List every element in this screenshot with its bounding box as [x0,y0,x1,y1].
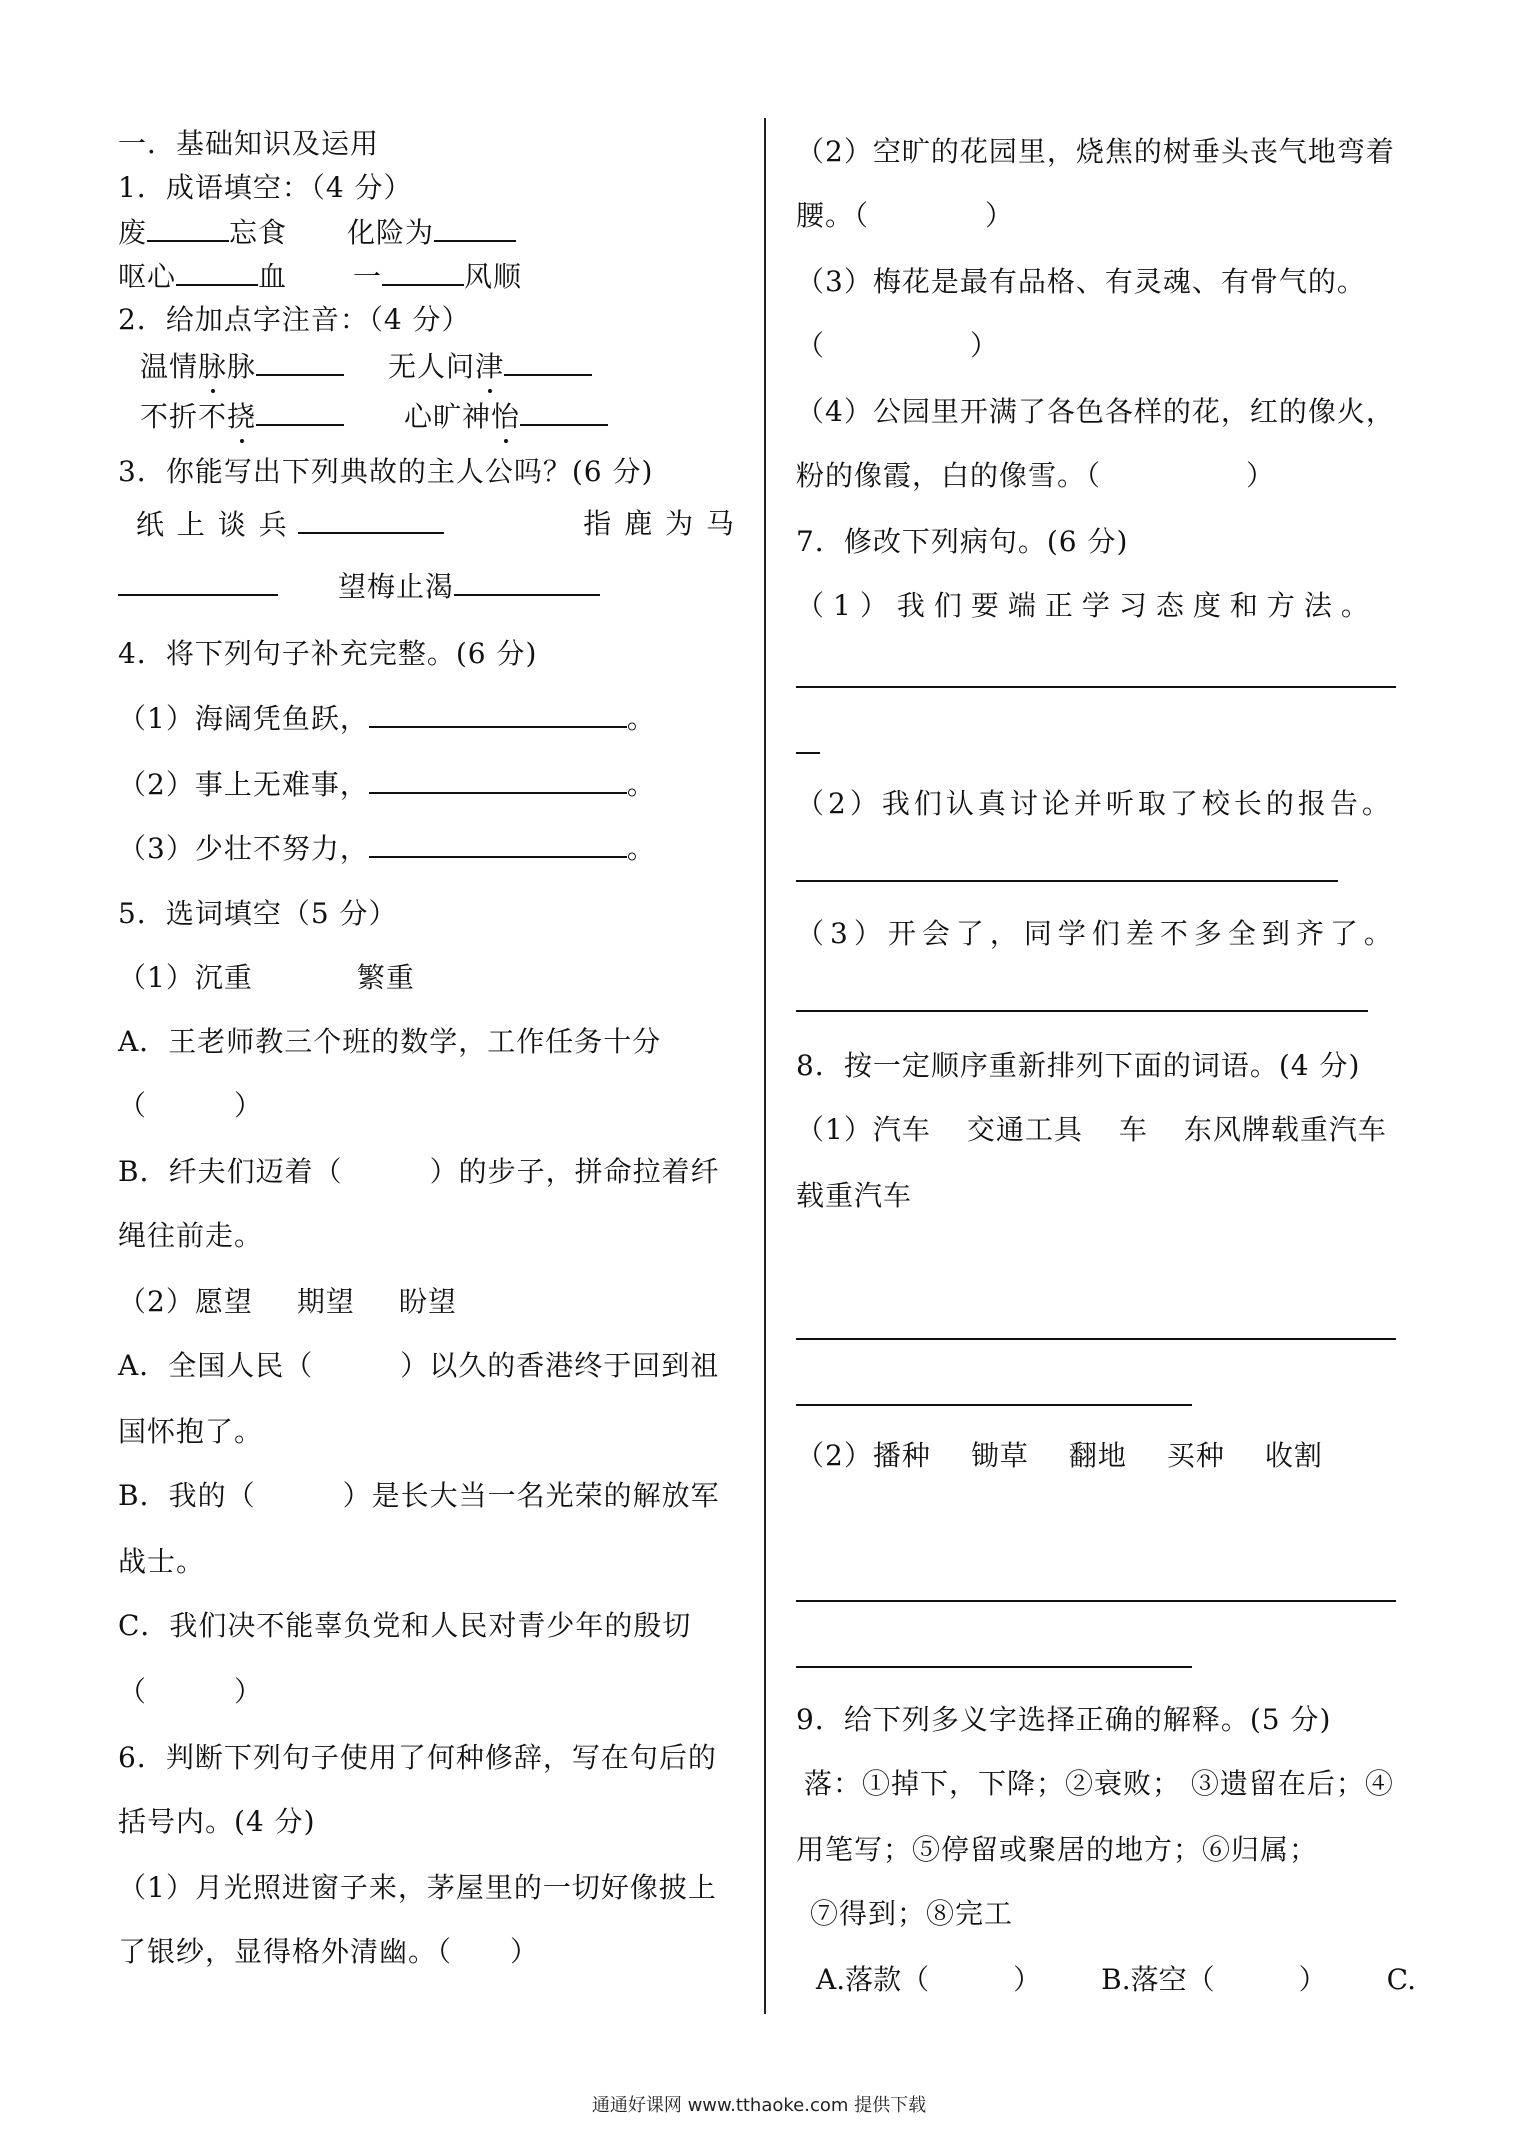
q2-b-dot-char: 津 [475,347,504,387]
q9-title: 9．给下列多义字选择正确的解释。(5 分) [796,1703,1332,1736]
q3-blank-2[interactable] [118,566,278,596]
q5-group-1-words [118,958,415,998]
q3-item-1: 纸 上 谈 兵 [136,508,289,541]
column-divider [764,118,766,2014]
q2-a-pre: 温情 [140,350,199,383]
q4-blank-2[interactable] [369,764,627,794]
q1-r2b-post: 风顺 [464,260,523,293]
q5-g2-word-2: 期望 [296,1285,355,1318]
q9-option-c: C. [1386,1963,1416,1996]
q8-answer-line-1[interactable] [796,1338,1396,1340]
q8-g1-word-3: 车 [1118,1113,1148,1146]
page-footer: 通通好课网 www.tthaoke.com 提供下载 [591,2095,927,2116]
q7-title: 7．修改下列病句。(6 分) [796,525,1129,558]
q7-answer-line-2[interactable] [796,880,1338,882]
q7-answer-line-1b [796,752,820,754]
q6-s3-line-2: （ ） [796,329,1000,362]
q2-c-pre: 不折不 [140,400,228,433]
q7-answer-line-3[interactable] [796,1010,1368,1012]
q8-answer-line-1b[interactable] [796,1404,1192,1406]
q1-r2a-post: 血 [258,260,288,293]
q1-r1a-post: 忘食 [229,216,288,249]
q7-answer-line-1[interactable] [796,686,1396,688]
q5-g2-word-1: （2）愿望 [118,1285,253,1318]
q4-s2-text: （2）事上无难事， [118,768,369,801]
section-title: 一．基础知识及运用 [118,127,380,160]
q4-s3 [118,828,656,869]
q9-option-a: A.落款（ ） [816,1963,1042,1996]
q4-s3-text: （3）少壮不努力， [118,832,369,865]
q8-answer-line-2[interactable] [796,1600,1396,1602]
q3-item-2: 指 鹿 为 马 [583,507,736,540]
q2-c-dot-char: 挠 [227,397,256,437]
q6-title-line-1: 6．判断下列句子使用了何种修辞，写在句后的 [118,1741,717,1774]
q8-answer-line-2b[interactable] [796,1666,1192,1668]
q2-b-pre: 无人问 [388,350,476,383]
q8-group-2-words [796,1436,1323,1476]
q1-r2a-pre: 呕心 [118,260,177,293]
q3-row-2 [118,566,600,607]
q8-g1-word-4: 东风牌载重汽车 [1183,1113,1387,1146]
q6-s4-line-2: 粉的像霞，白的像雪。（ ） [796,459,1276,492]
q1-r1b-pre: 化险为 [347,216,435,249]
q9-def-line-1: 落：①掉下，下降；②衰败； ③遗留在后；④ [804,1767,1394,1800]
q2-a-dot-char: 脉 [198,347,227,387]
q5-g2-word-3: 盼望 [398,1285,457,1318]
q5-a1-line-2: （ ） [118,1089,264,1122]
q7-s2: （2）我们认真讨论并听取了校长的报告。 [796,787,1394,820]
q6-s1-line-1: （1）月光照进窗子来，茅屋里的一切好像披上 [118,1871,717,1904]
q9-option-b: B.落空（ ） [1101,1963,1327,1996]
q1-blank-1[interactable] [147,212,229,242]
q6-title-line-2: 括号内。(4 分) [118,1805,316,1838]
q2-blank-2[interactable] [504,346,592,376]
q7-s3: （3）开会了，同学们差不多全到齐了。 [796,917,1398,950]
q5-title: 5．选词填空（5 分） [118,897,398,930]
q5-a1-line-1: A．王老师教三个班的数学，工作任务十分 [118,1025,662,1058]
q5-a2-line-2: 国怀抱了。 [118,1415,264,1448]
q5-b2-line-1: B．我的（ ）是长大当一名光荣的解放军 [118,1479,720,1512]
q6-s1-line-2: 了银纱，显得格外清幽。（ ） [118,1935,540,1968]
q1-blank-3[interactable] [176,256,258,286]
q8-g1-word-2: 交通工具 [966,1113,1083,1146]
q9-options [816,1960,1416,2000]
q6-s4-line-1: （4）公园里开满了各色各样的花，红的像火， [796,395,1395,428]
q6-s2-line-2: 腰。（ ） [796,199,1015,232]
q1-blank-4[interactable] [382,256,464,286]
q1-blank-2[interactable] [434,212,516,242]
q8-g2-word-1: （2）播种 [796,1439,931,1472]
q4-blank-3[interactable] [369,828,627,858]
q5-b1-line-2: 绳往前走。 [118,1219,264,1252]
q2-a-post: 脉 [227,350,257,383]
q1-r1a-pre: 废 [118,216,148,249]
q2-blank-4[interactable] [520,396,608,426]
q8-g2-word-3: 翻地 [1068,1439,1127,1472]
q6-s3-line-1: （3）梅花是最有品格、有灵魂、有骨气的。 [796,265,1366,298]
q1-row-2 [118,256,522,297]
q2-row-1 [140,346,592,387]
q3-blank-1[interactable] [298,504,444,534]
q2-d-pre: 心旷神 [404,400,492,433]
q5-b1-line-1: B．纤夫们迈着（ ）的步子，拼命拉着纤 [118,1155,720,1188]
q4-s1-text: （1）海阔凭鱼跃， [118,702,369,735]
q6-s2-line-1: （2）空旷的花园里，烧焦的树垂头丧气地弯着 [796,135,1395,168]
q8-g1-word-1: （1）汽车 [796,1113,931,1146]
q8-g1-line-2: 载重汽车 [796,1179,913,1212]
q4-s3-end: 。 [626,832,656,865]
q5-g1-word-1: （1）沉重 [118,961,253,994]
q2-d-dot-char: 怡 [491,397,520,437]
q3-title: 3．你能写出下列典故的主人公吗？(6 分) [118,455,654,488]
q4-blank-1[interactable] [369,698,627,728]
q3-row-1 [136,504,736,545]
q8-g2-word-4: 买种 [1166,1439,1225,1472]
q1-row-1 [118,212,516,253]
q4-s2-end: 。 [626,768,656,801]
q5-b2-line-2: 战士。 [118,1545,206,1578]
q9-def-line-3: ⑦得到；⑧完工 [810,1897,1014,1930]
q8-group-1-words [796,1110,1387,1150]
q2-title: 2．给加点字注音：（4 分） [118,303,471,336]
q4-s1 [118,698,656,739]
q2-row-2 [140,396,608,437]
q5-a2-line-1: A．全国人民（ ）以久的香港终于回到祖 [118,1349,720,1382]
q4-s1-end: 。 [626,702,656,735]
q4-title: 4．将下列句子补充完整。(6 分) [118,637,538,670]
q5-g1-word-2: 繁重 [356,961,415,994]
q5-group-2-words [118,1282,457,1322]
q5-c2-line-2: （ ） [118,1675,264,1708]
q9-def-line-2: 用笔写；⑤停留或聚居的地方；⑥归属； [796,1833,1319,1866]
q1-title: 1．成语填空：（4 分） [118,171,413,204]
q3-item-3: 望梅止渴 [338,570,455,603]
q2-blank-1[interactable] [256,346,344,376]
q7-s1: （1）我们要端正学习态度和方法。 [796,589,1378,622]
q8-title: 8．按一定顺序重新排列下面的词语。(4 分) [796,1049,1361,1082]
q4-s2 [118,764,656,805]
q1-r2b-pre: 一 [353,260,383,293]
q2-blank-3[interactable] [256,396,344,426]
q8-g2-word-2: 锄草 [970,1439,1029,1472]
q3-blank-3[interactable] [454,566,600,596]
q5-c2-line-1: C．我们决不能辜负党和人民对青少年的殷切 [118,1609,692,1642]
q8-g2-word-5: 收割 [1264,1439,1323,1472]
